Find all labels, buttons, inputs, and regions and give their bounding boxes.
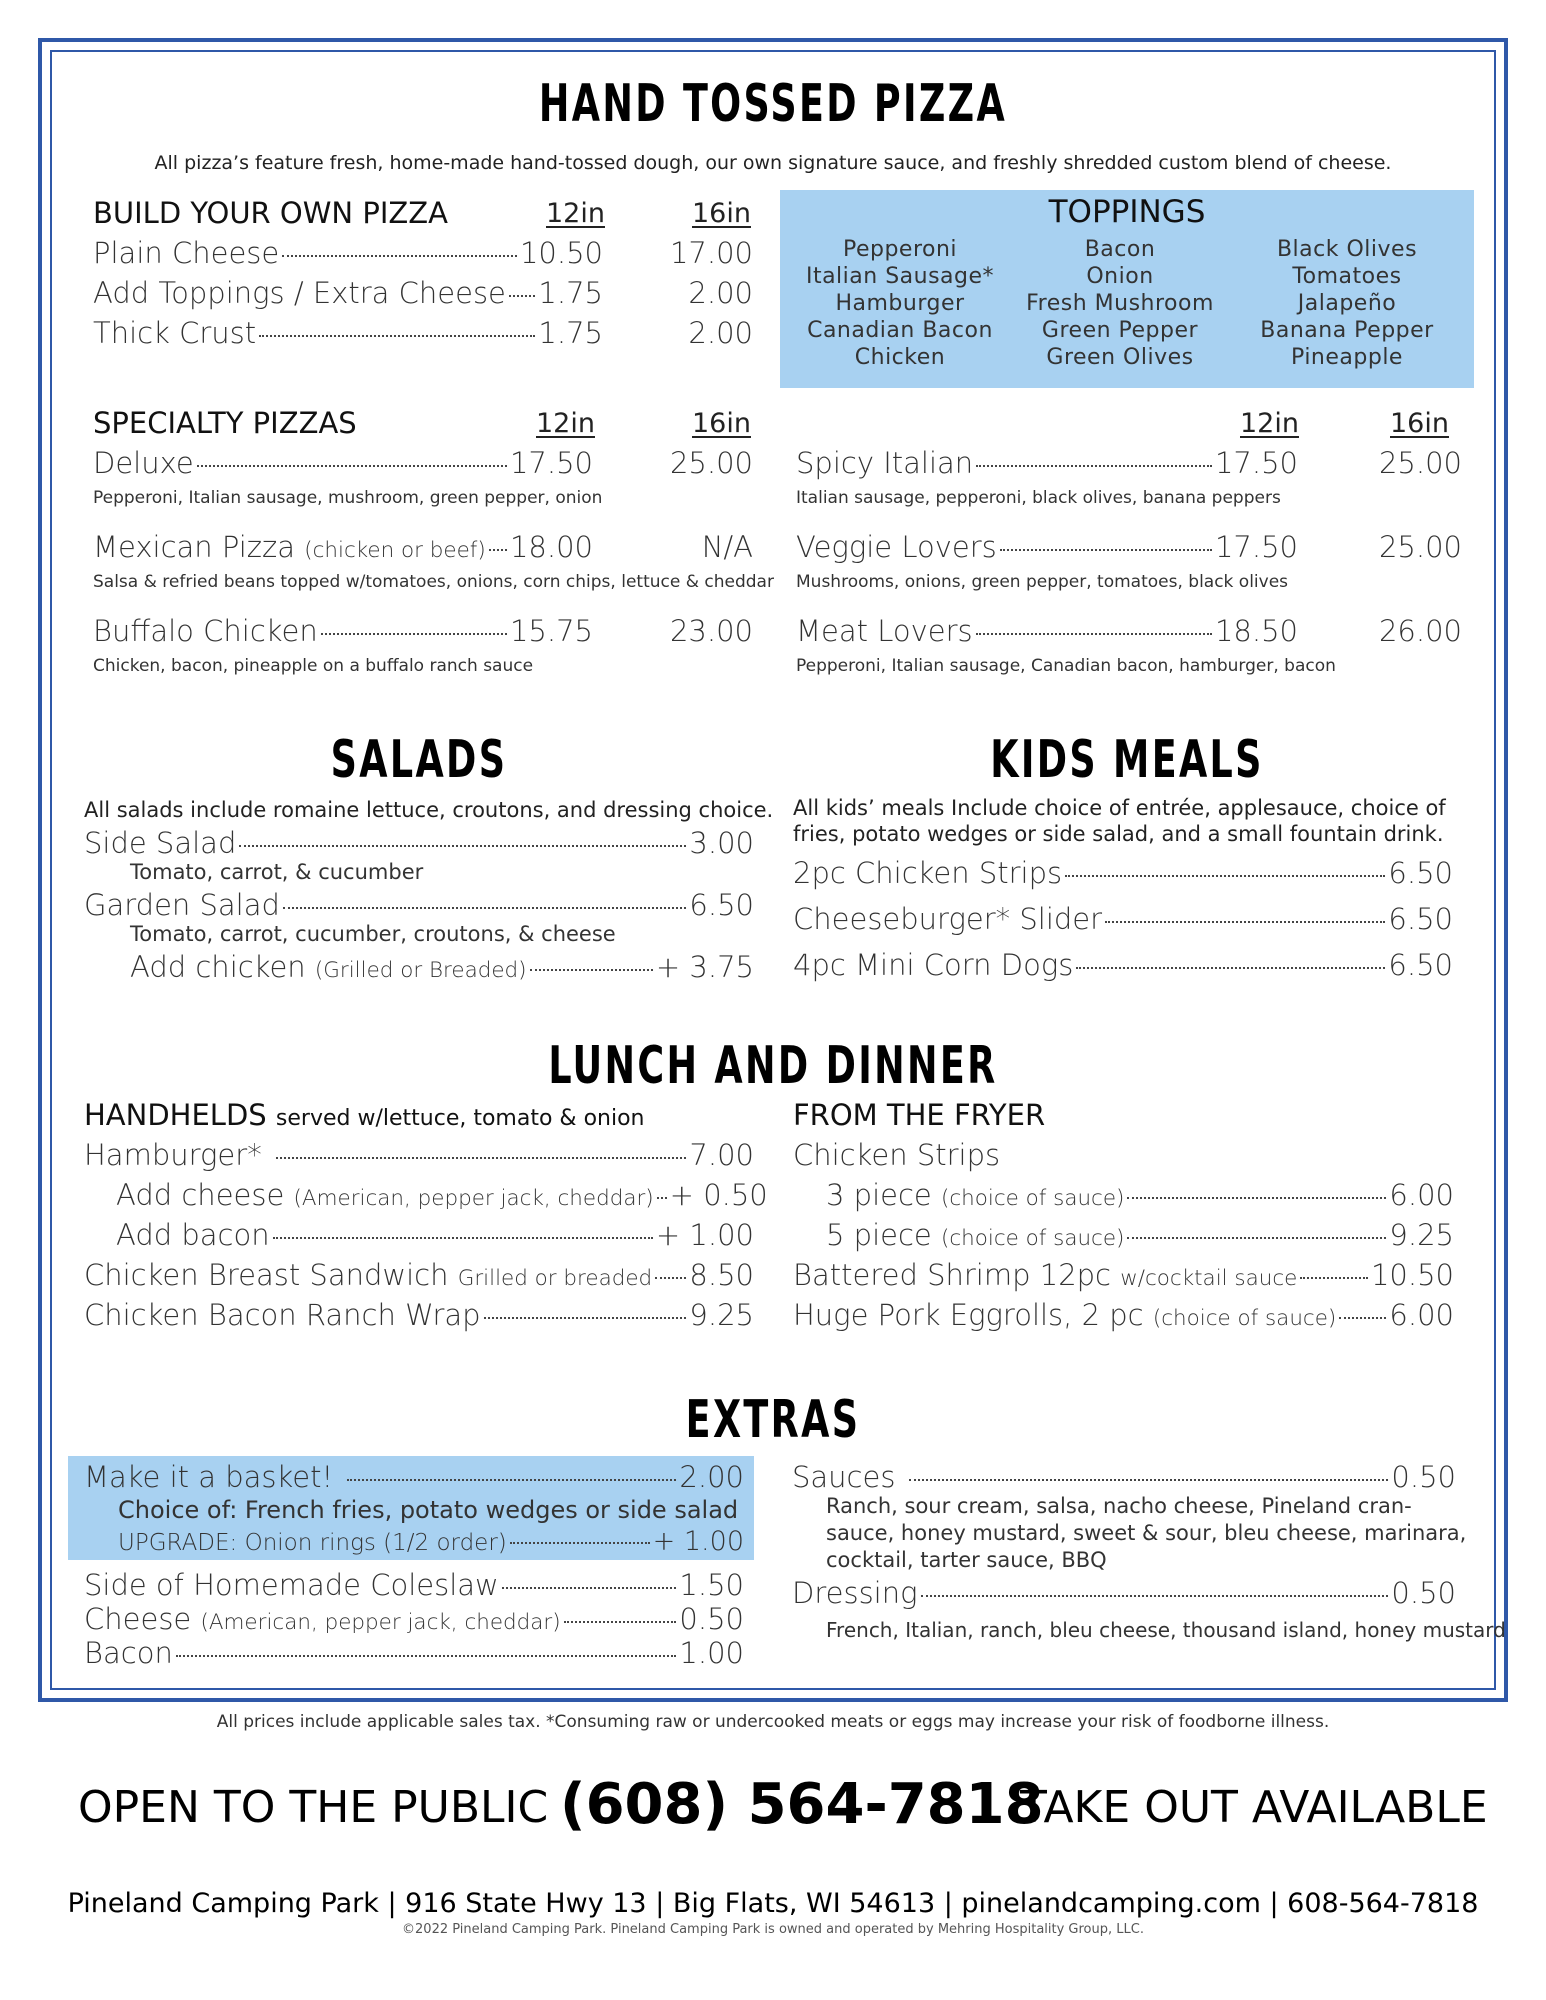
extras-item-coleslaw — [84, 1568, 744, 1602]
fryer-item-eggrolls — [793, 1298, 1454, 1332]
kids-item-corn-dogs — [793, 948, 1453, 982]
toppings-column-2 — [1010, 236, 1230, 371]
specialty-desc-spicy-italian: Italian sausage, pepperoni, black olives, banana peppers — [796, 488, 1281, 508]
dot-leader — [176, 1655, 677, 1657]
item-price: 7.00 — [689, 1138, 754, 1172]
dot-leader — [321, 633, 507, 635]
item-note: (choice of sauce) — [940, 1186, 1125, 1211]
dot-leader — [976, 633, 1212, 635]
sauces-desc-line2: sauce, honey mustard, sweet & sour, bleu cheese, marinara, — [826, 1521, 1467, 1545]
kids-intro-line2: fries, potato wedges or side salad, and a small fountain drink. — [793, 822, 1444, 846]
item-price: 8.50 — [689, 1258, 754, 1292]
item-name: Side Salad — [84, 826, 237, 860]
item-price: 3.00 — [689, 826, 754, 860]
extras-item-bacon — [84, 1636, 744, 1670]
specialty-desc-veggie-lovers: Mushrooms, onions, green pepper, tomatoes, black olives — [796, 572, 1289, 592]
basket-upgrade — [118, 1526, 744, 1557]
item-name: Garden Salad — [84, 888, 280, 922]
specialty-size-12-right: 12in — [1240, 408, 1299, 439]
price-16in: 26.00 — [1378, 614, 1462, 648]
dot-leader — [1105, 921, 1385, 923]
fryer-item-5-piece — [826, 1218, 1454, 1252]
topping: Italian Sausage* — [805, 264, 995, 289]
dot-leader — [657, 1197, 667, 1199]
topping: Black Olives — [1276, 237, 1418, 262]
item-name: Veggie Lovers — [796, 530, 997, 564]
byo-item-thick-crust — [93, 316, 753, 350]
lunch-heading: LUNCH AND DINNER — [548, 1036, 998, 1096]
item-name: 2pc Chicken Strips — [793, 856, 1063, 890]
item-name: Cheese — [84, 1602, 192, 1636]
topping: Tomatoes — [1292, 264, 1402, 289]
item-price: 6.50 — [1388, 856, 1453, 890]
copyright: ©2022 Pineland Camping Park. Pineland Camping Park is owned and operated by Mehring Hospitality Group, LLC. — [402, 1922, 1144, 1937]
dot-leader — [1000, 549, 1212, 551]
byo-size-12: 12in — [546, 198, 605, 229]
item-price: 9.25 — [689, 1298, 754, 1332]
item-name: Mexican Pizza — [93, 530, 296, 564]
item-note: (chicken or beef) — [304, 538, 486, 563]
item-name: Chicken Bacon Ranch Wrap — [84, 1298, 481, 1332]
handhelds-title — [84, 1098, 645, 1132]
price-12in: 18.00 — [509, 530, 593, 564]
item-price: 6.00 — [1389, 1298, 1454, 1332]
handheld-item-wrap — [84, 1298, 754, 1332]
fryer-chicken-strips: Chicken Strips — [793, 1138, 1001, 1172]
price-16in: 25.00 — [669, 446, 753, 480]
item-note: (Grilled or Breaded) — [314, 958, 527, 983]
price-12in: 1.75 — [538, 276, 603, 310]
dot-leader — [197, 465, 507, 467]
dot-leader — [484, 1317, 687, 1319]
price-12in: 18.50 — [1214, 614, 1298, 648]
price-12in: 1.75 — [538, 316, 603, 350]
take-out-available: TAKE OUT AVAILABLE — [1020, 1782, 1488, 1833]
byo-item-plain-cheese — [93, 236, 753, 270]
price-12in: 17.50 — [1214, 446, 1298, 480]
handheld-item-add-bacon — [116, 1218, 754, 1252]
specialty-item-deluxe — [93, 446, 753, 480]
item-name: UPGRADE: Onion rings (1/2 order) — [118, 1530, 507, 1556]
byo-size-16: 16in — [692, 198, 751, 229]
dot-leader — [921, 1595, 1389, 1597]
price-12in: 10.50 — [519, 236, 603, 270]
item-price: 0.50 — [1391, 1460, 1456, 1494]
specialty-title: SPECIALTY PIZZAS — [93, 406, 357, 440]
topping: Bacon — [1084, 237, 1156, 262]
item-name: Side of Homemade Coleslaw — [84, 1568, 499, 1602]
item-name: Huge Pork Eggrolls, 2 pc — [793, 1298, 1144, 1332]
specialty-size-16: 16in — [692, 408, 751, 439]
dot-leader — [347, 1479, 676, 1481]
item-price: 1.00 — [679, 1636, 744, 1670]
dot-leader — [909, 1479, 1388, 1481]
pizza-intro: All pizza’s feature fresh, home-made hand-tossed dough, our own signature sauce, and freshly shredded custom blend of cheese. — [154, 152, 1392, 174]
item-price: + 3.75 — [655, 950, 754, 984]
dot-leader — [1065, 875, 1385, 877]
topping: Pepperoni — [842, 237, 958, 262]
extras-item-dressing — [792, 1576, 1456, 1610]
topping: Hamburger — [835, 291, 965, 316]
phone-number[interactable]: (608) 564-7818 — [560, 1772, 1044, 1837]
item-name: Cheeseburger* Slider — [793, 902, 1103, 936]
item-price: 9.25 — [1389, 1218, 1454, 1252]
specialty-desc-meat-lovers: Pepperoni, Italian sausage, Canadian bacon, hamburger, bacon — [796, 656, 1336, 676]
price-16in: 17.00 — [669, 236, 753, 270]
dressing-desc: French, Italian, ranch, bleu cheese, thousand island, honey mustard — [826, 1618, 1506, 1642]
item-name: Dressing — [792, 1576, 918, 1610]
item-price: 1.50 — [679, 1568, 744, 1602]
dot-leader — [509, 295, 536, 297]
sauces-desc-line3: cocktail, tarter sauce, BBQ — [826, 1548, 1107, 1572]
item-note: w/cocktail sauce — [1120, 1266, 1298, 1291]
price-16in: 2.00 — [688, 316, 753, 350]
item-name: Bacon — [84, 1636, 173, 1670]
topping: Banana Pepper — [1260, 318, 1434, 343]
topping: Green Olives — [1046, 345, 1194, 370]
dot-leader — [1300, 1277, 1368, 1279]
kids-item-slider — [793, 902, 1453, 936]
specialty-size-16-right: 16in — [1390, 408, 1449, 439]
kids-item-chicken-strips — [793, 856, 1453, 890]
dot-leader — [259, 335, 535, 337]
specialty-item-veggie-lovers — [796, 530, 1462, 564]
salad-item-garden — [84, 888, 754, 922]
handheld-item-hamburger — [84, 1138, 754, 1172]
salads-heading: SALADS — [330, 730, 508, 790]
item-name: Sauces — [792, 1460, 896, 1494]
salad-desc-garden: Tomato, carrot, cucumber, croutons, & cheese — [130, 922, 616, 946]
item-price: 10.50 — [1370, 1258, 1454, 1292]
dot-leader — [530, 969, 653, 971]
item-note: (American, pepper jack, cheddar) — [200, 1610, 561, 1635]
price-16in: 2.00 — [688, 276, 753, 310]
item-price: 6.50 — [1388, 902, 1453, 936]
topping: Fresh Mushroom — [1026, 291, 1214, 316]
topping: Canadian Bacon — [807, 318, 993, 343]
sauces-desc-line1: Ranch, sour cream, salsa, nacho cheese, Pineland cran- — [826, 1494, 1412, 1518]
handheld-item-add-cheese — [116, 1178, 768, 1212]
pizza-heading: HAND TOSSED PIZZA — [538, 74, 1008, 134]
item-name: 4pc Mini Corn Dogs — [793, 948, 1074, 982]
tax-disclaimer: All prices include applicable sales tax. *Consuming raw or undercooked meats or eggs may increase your risk of foodborne illness. — [216, 1712, 1330, 1732]
item-note: (choice of sauce) — [1152, 1306, 1337, 1331]
dot-leader — [1339, 1317, 1386, 1319]
dot-leader — [273, 1237, 653, 1239]
address-line: Pineland Camping Park | 916 State Hwy 13 | Big Flats, WI 54613 | pinelandcamping.com | 608-564-7818 — [67, 1888, 1479, 1919]
handheld-item-chicken-breast — [84, 1258, 754, 1292]
specialty-size-12: 12in — [536, 408, 595, 439]
price-16in: 25.00 — [1378, 530, 1462, 564]
item-price: + 1.00 — [655, 1218, 754, 1252]
specialty-desc-buffalo: Chicken, bacon, pineapple on a buffalo ranch sauce — [93, 656, 534, 676]
salad-desc-side: Tomato, carrot, & cucumber — [130, 860, 424, 884]
handhelds-note: served w/lettuce, tomato & onion — [275, 1106, 645, 1131]
item-name: Battered Shrimp 12pc — [793, 1258, 1111, 1292]
toppings-column-1 — [790, 236, 1010, 371]
dot-leader — [276, 1157, 687, 1159]
topping: Chicken — [854, 345, 946, 370]
extras-item-cheese — [84, 1602, 744, 1636]
fryer-title: FROM THE FRYER — [793, 1098, 1046, 1132]
kids-heading: KIDS MEALS — [990, 730, 1264, 790]
fryer-item-shrimp — [793, 1258, 1454, 1292]
price-16in: 25.00 — [1378, 446, 1462, 480]
basket-choice: Choice of: French fries, potato wedges or side salad — [118, 1496, 739, 1524]
salad-item-side — [84, 826, 754, 860]
toppings-column-3 — [1232, 236, 1462, 371]
dot-leader — [976, 465, 1212, 467]
extras-heading: EXTRAS — [685, 1390, 861, 1450]
item-name: Deluxe — [93, 446, 194, 480]
item-name: Plain Cheese — [93, 236, 280, 270]
specialty-item-meat-lovers — [796, 614, 1462, 648]
salads-intro: All salads include romaine lettuce, croutons, and dressing choice. — [84, 798, 774, 822]
item-name: Make it a basket! — [84, 1460, 334, 1494]
item-price: 6.00 — [1389, 1178, 1454, 1212]
item-name: 5 piece — [826, 1218, 932, 1252]
fryer-item-3-piece — [826, 1178, 1454, 1212]
byo-title: BUILD YOUR OWN PIZZA — [93, 196, 448, 230]
dot-leader — [502, 1587, 677, 1589]
item-price: 0.50 — [679, 1602, 744, 1636]
specialty-item-buffalo — [93, 614, 753, 648]
topping: Onion — [1086, 264, 1154, 289]
dot-leader — [283, 907, 687, 909]
item-name: Add cheese — [116, 1178, 285, 1212]
price-16in: 23.00 — [669, 614, 753, 648]
byo-item-add-toppings — [93, 276, 753, 310]
item-name: Chicken Breast Sandwich — [84, 1258, 449, 1292]
topping: Green Pepper — [1041, 318, 1199, 343]
item-name: Add bacon — [116, 1218, 270, 1252]
handhelds-label: HANDHELDS — [84, 1098, 267, 1132]
item-price: 6.50 — [1388, 948, 1453, 982]
extras-basket — [84, 1460, 744, 1494]
item-name: Thick Crust — [93, 316, 257, 350]
specialty-item-spicy-italian — [796, 446, 1462, 480]
item-price: 2.00 — [679, 1460, 744, 1494]
item-name: 3 piece — [826, 1178, 932, 1212]
item-note: Grilled or breaded — [457, 1266, 653, 1291]
item-note: (choice of sauce) — [940, 1226, 1125, 1251]
item-name: Hamburger* — [84, 1138, 262, 1172]
item-note: (American, pepper jack, cheddar) — [293, 1186, 654, 1211]
item-name: Buffalo Chicken — [93, 614, 318, 648]
price-12in: 17.50 — [1214, 530, 1298, 564]
item-name: Spicy Italian — [796, 446, 974, 480]
dot-leader — [489, 549, 507, 551]
kids-intro-line1: All kids’ meals Include choice of entrée, applesauce, choice of — [793, 796, 1446, 820]
dot-leader — [1127, 1237, 1386, 1239]
item-name: Add chicken — [130, 950, 306, 984]
dot-leader — [282, 255, 517, 257]
item-price: + 1.00 — [652, 1526, 744, 1557]
item-name: Meat Lovers — [796, 614, 973, 648]
price-16in: N/A — [701, 530, 753, 564]
dot-leader — [510, 1542, 650, 1544]
open-to-public: OPEN TO THE PUBLIC — [78, 1782, 549, 1833]
item-price: 0.50 — [1391, 1576, 1456, 1610]
price-12in: 17.50 — [509, 446, 593, 480]
dot-leader — [1127, 1197, 1386, 1199]
dot-leader — [239, 845, 686, 847]
dot-leader — [1076, 967, 1385, 969]
specialty-item-mexican — [93, 530, 753, 564]
topping: Pineapple — [1291, 345, 1403, 370]
specialty-desc-deluxe: Pepperoni, Italian sausage, mushroom, green pepper, onion — [93, 488, 603, 508]
dot-leader — [564, 1621, 677, 1623]
item-name: Add Toppings / Extra Cheese — [93, 276, 506, 310]
specialty-desc-mexican: Salsa & refried beans topped w/tomatoes, onions, corn chips, lettuce & cheddar — [93, 572, 774, 592]
dot-leader — [655, 1277, 686, 1279]
item-price: 6.50 — [689, 888, 754, 922]
salad-add-chicken — [130, 950, 754, 984]
toppings-title: TOPPINGS — [1048, 194, 1206, 230]
extras-item-sauces — [792, 1460, 1456, 1494]
item-price: + 0.50 — [669, 1178, 768, 1212]
price-12in: 15.75 — [509, 614, 593, 648]
topping: Jalapeño — [1297, 291, 1397, 316]
